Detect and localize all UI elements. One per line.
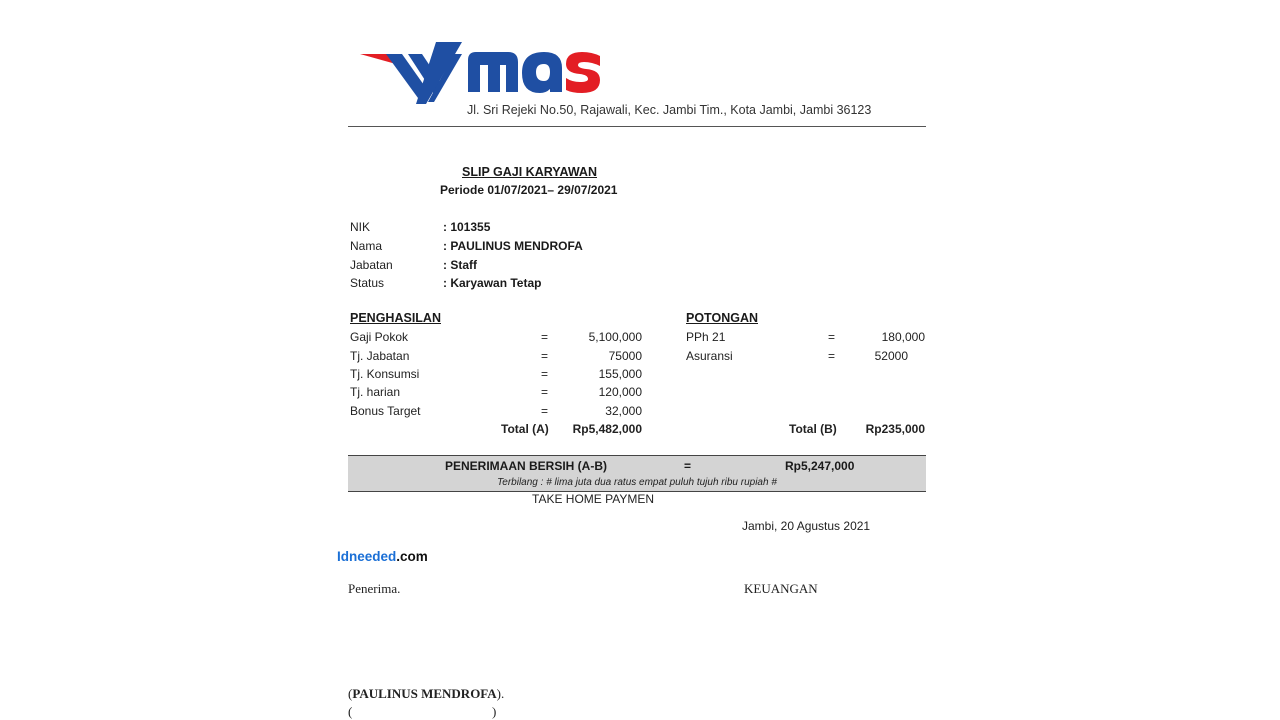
income-total-value: Rp5,482,000 xyxy=(572,422,642,436)
slip-title: SLIP GAJI KARYAWAN xyxy=(462,165,597,179)
deduction-item-amount: 180,000 xyxy=(881,330,925,344)
deductions-total-value: Rp235,000 xyxy=(865,422,925,436)
company-address: Jl. Sri Rejeki No.50, Rajawali, Kec. Jambi Tim., Kota Jambi, Jambi 36123 xyxy=(467,103,872,117)
finance-label: KEUANGAN xyxy=(744,581,818,596)
employee-nik-label: NIK xyxy=(350,220,371,234)
receiver-name: PAULINUS MENDROFA xyxy=(352,686,497,701)
deduction-item-equals: = xyxy=(828,330,836,344)
employee-nik-value: : 101355 xyxy=(443,220,491,234)
income-item-label: Bonus Target xyxy=(350,404,421,418)
net-pay-label: PENERIMAAN BERSIH (A-B) xyxy=(445,459,607,473)
employee-position-label: Jabatan xyxy=(350,258,393,272)
deduction-item-equals: = xyxy=(828,349,836,363)
net-pay-equals: = xyxy=(684,459,692,473)
income-item-amount: 155,000 xyxy=(598,367,642,381)
deductions-heading: POTONGAN xyxy=(686,311,758,325)
income-item-equals: = xyxy=(541,385,549,399)
slip-period: Periode 01/07/2021– 29/07/2021 xyxy=(440,183,618,197)
place-and-date: Jambi, 20 Agustus 2021 xyxy=(742,519,871,533)
employee-name-label: Nama xyxy=(350,239,383,253)
watermark xyxy=(337,549,428,564)
employee-position-value: : Staff xyxy=(443,258,477,272)
income-item-amount: 75000 xyxy=(608,349,642,363)
income-item-equals: = xyxy=(541,367,549,381)
logo-wordmark xyxy=(468,52,600,93)
net-pay-value: Rp5,247,000 xyxy=(785,459,855,473)
income-item-amount: 5,100,000 xyxy=(588,330,642,344)
watermark-tld: .com xyxy=(396,549,428,564)
deduction-item-label: Asuransi xyxy=(686,349,733,363)
income-item-equals: = xyxy=(541,330,549,344)
logo-wing-mark xyxy=(360,42,462,104)
receiver-label: Penerima. xyxy=(348,581,401,596)
deductions-total-label: Total (B) xyxy=(789,422,837,436)
take-home-pay-label: TAKE HOME PAYMEN xyxy=(532,492,655,506)
paren-close: ). xyxy=(496,686,505,701)
income-item-amount: 32,000 xyxy=(605,404,642,418)
paren-open: ( xyxy=(348,686,353,701)
blank-signature-open: ( xyxy=(348,704,353,719)
employee-status-label: Status xyxy=(350,276,385,290)
income-heading: PENGHASILAN xyxy=(350,311,441,325)
income-item-label: Tj. Konsumsi xyxy=(350,367,420,381)
employee-status-value: : Karyawan Tetap xyxy=(443,276,542,290)
income-total-label: Total (A) xyxy=(501,422,549,436)
income-item-label: Tj. Jabatan xyxy=(350,349,410,363)
income-item-label: Gaji Pokok xyxy=(350,330,409,344)
income-item-amount: 120,000 xyxy=(598,385,642,399)
company-logo xyxy=(358,40,603,104)
header-divider xyxy=(348,126,926,127)
amount-in-words: Terbilang : # lima juta dua ratus empat puluh tujuh ribu rupiah # xyxy=(497,477,777,488)
blank-signature-close: ) xyxy=(492,704,497,719)
income-item-label: Tj. harian xyxy=(350,385,401,399)
income-item-equals: = xyxy=(541,404,549,418)
employee-name-value: : PAULINUS MENDROFA xyxy=(443,239,583,253)
watermark-site: Idneeded xyxy=(337,549,397,564)
deduction-item-label: PPh 21 xyxy=(686,330,726,344)
deduction-item-amount: 52000 xyxy=(874,349,908,363)
income-item-equals: = xyxy=(541,349,549,363)
receiver-signature-name xyxy=(348,686,504,702)
